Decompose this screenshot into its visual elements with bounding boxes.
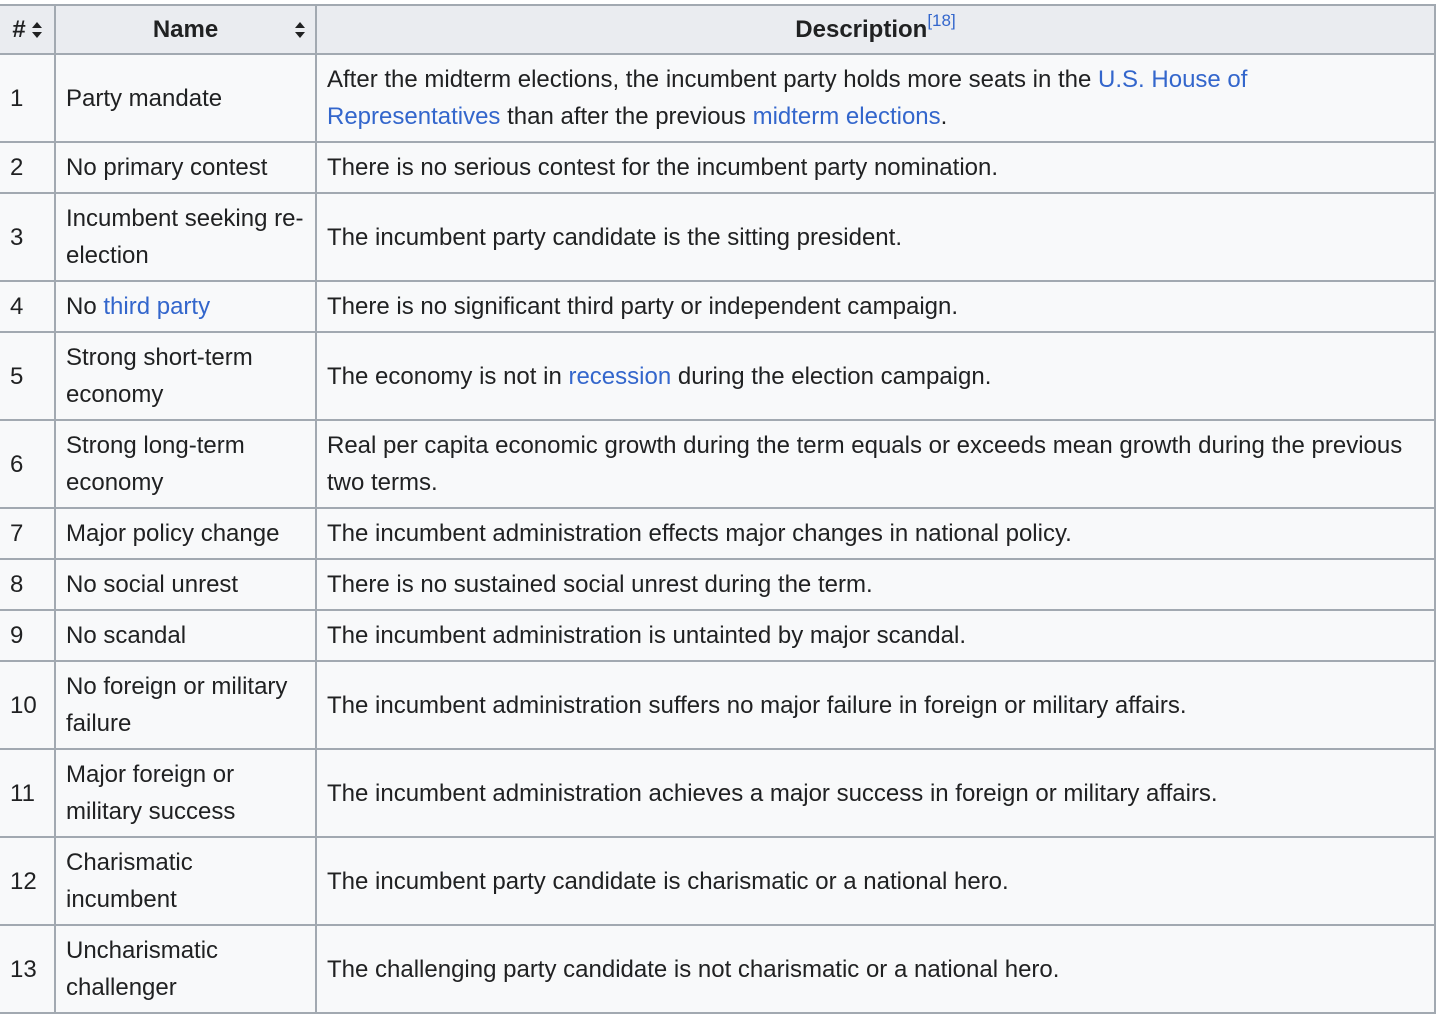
key-name-text: No xyxy=(66,293,104,320)
description-text: The incumbent administration suffers no major failure in foreign or military affairs. xyxy=(327,691,1187,719)
keys-table xyxy=(0,4,1436,1014)
description-text: The incumbent administration effects major changes in national policy. xyxy=(327,520,1072,547)
description-text: The challenging party candidate is not charismatic or a national hero. xyxy=(327,955,1060,983)
column-header-name-label: Name xyxy=(152,15,219,43)
key-name-cell: No foreign or military failure xyxy=(55,661,316,749)
column-header-description-label: Description xyxy=(795,15,928,43)
key-description-cell xyxy=(316,661,1435,749)
description-text: The incumbent party candidate is charismatic or a national hero. xyxy=(327,867,1009,895)
key-description-cell xyxy=(316,508,1435,559)
description-link[interactable]: U.S. House of Representatives xyxy=(327,66,1248,130)
key-description-cell xyxy=(316,925,1435,1013)
row-number-cell: 4 xyxy=(0,281,55,332)
table-row xyxy=(0,749,1435,837)
description-link[interactable]: recession xyxy=(568,362,672,390)
key-description-cell xyxy=(316,54,1435,142)
description-text: than after the previous xyxy=(500,103,753,130)
key-name-cell: Uncharismatic challenger xyxy=(55,925,316,1013)
key-description-cell xyxy=(316,749,1435,837)
row-number-cell: 2 xyxy=(0,142,55,193)
reference-link[interactable]: [18] xyxy=(927,10,956,30)
description-text: . xyxy=(940,103,948,130)
sort-icon[interactable] xyxy=(295,22,305,38)
table-header-row xyxy=(0,5,1435,54)
key-name-cell: No social unrest xyxy=(55,559,316,610)
key-description-cell xyxy=(316,559,1435,610)
column-header-number-label: # xyxy=(12,15,26,43)
key-description-cell xyxy=(316,420,1435,508)
key-name-cell: Charismatic incumbent xyxy=(55,837,316,925)
table-body xyxy=(0,54,1435,1013)
column-header-name[interactable] xyxy=(55,5,316,54)
table-row xyxy=(0,508,1435,559)
key-name-cell: Strong short-term economy xyxy=(55,332,316,420)
sort-icon[interactable] xyxy=(32,22,42,38)
key-name-cell: Major policy change xyxy=(55,508,316,559)
key-name-cell: No primary contest xyxy=(55,142,316,193)
table-row xyxy=(0,193,1435,281)
row-number-cell: 10 xyxy=(0,661,55,749)
description-text: during the election campaign. xyxy=(671,362,992,390)
table-row xyxy=(0,54,1435,142)
description-text: After the midterm elections, the incumbent party holds more seats in the xyxy=(327,66,1099,93)
table-row xyxy=(0,332,1435,420)
description-text: There is no serious contest for the incumbent party nomination. xyxy=(327,154,999,181)
column-header-number[interactable] xyxy=(0,5,55,54)
table-row xyxy=(0,420,1435,508)
description-text: The incumbent administration is untainted by major scandal. xyxy=(327,622,966,649)
description-text: There is no sustained social unrest during the term. xyxy=(327,571,873,598)
key-name-cell: Strong long-term economy xyxy=(55,420,316,508)
key-description-cell xyxy=(316,193,1435,281)
row-number-cell: 9 xyxy=(0,610,55,661)
key-name-cell: Major foreign or military success xyxy=(55,749,316,837)
table-row xyxy=(0,559,1435,610)
key-description-cell xyxy=(316,610,1435,661)
description-link[interactable]: midterm elections xyxy=(752,103,941,130)
key-name-cell: Party mandate xyxy=(55,54,316,142)
row-number-cell: 1 xyxy=(0,54,55,142)
key-name-link[interactable]: third party xyxy=(103,293,211,320)
key-description-cell xyxy=(316,837,1435,925)
row-number-cell: 8 xyxy=(0,559,55,610)
description-text: There is no significant third party or independent campaign. xyxy=(327,293,959,320)
row-number-cell: 7 xyxy=(0,508,55,559)
key-description-cell xyxy=(316,332,1435,420)
column-header-description xyxy=(316,5,1435,54)
table-row xyxy=(0,661,1435,749)
key-description-cell xyxy=(316,281,1435,332)
table-row xyxy=(0,142,1435,193)
row-number-cell: 3 xyxy=(0,193,55,281)
table-row xyxy=(0,281,1435,332)
description-text: The incumbent party candidate is the sitting president. xyxy=(327,223,902,251)
key-name-cell: Incumbent seeking re-election xyxy=(55,193,316,281)
table-row xyxy=(0,925,1435,1013)
row-number-cell: 5 xyxy=(0,332,55,420)
description-text: Real per capita economic growth during the term equals or exceeds mean growth during the previous two terms. xyxy=(327,432,1403,496)
description-text: The economy is not in xyxy=(327,362,569,390)
row-number-cell: 6 xyxy=(0,420,55,508)
description-text: The incumbent administration achieves a major success in foreign or military affairs. xyxy=(327,779,1218,807)
row-number-cell: 11 xyxy=(0,749,55,837)
table-row xyxy=(0,610,1435,661)
key-description-cell xyxy=(316,142,1435,193)
key-name-cell: No scandal xyxy=(55,610,316,661)
table-row xyxy=(0,837,1435,925)
key-name-cell xyxy=(55,281,316,332)
row-number-cell: 12 xyxy=(0,837,55,925)
row-number-cell: 13 xyxy=(0,925,55,1013)
